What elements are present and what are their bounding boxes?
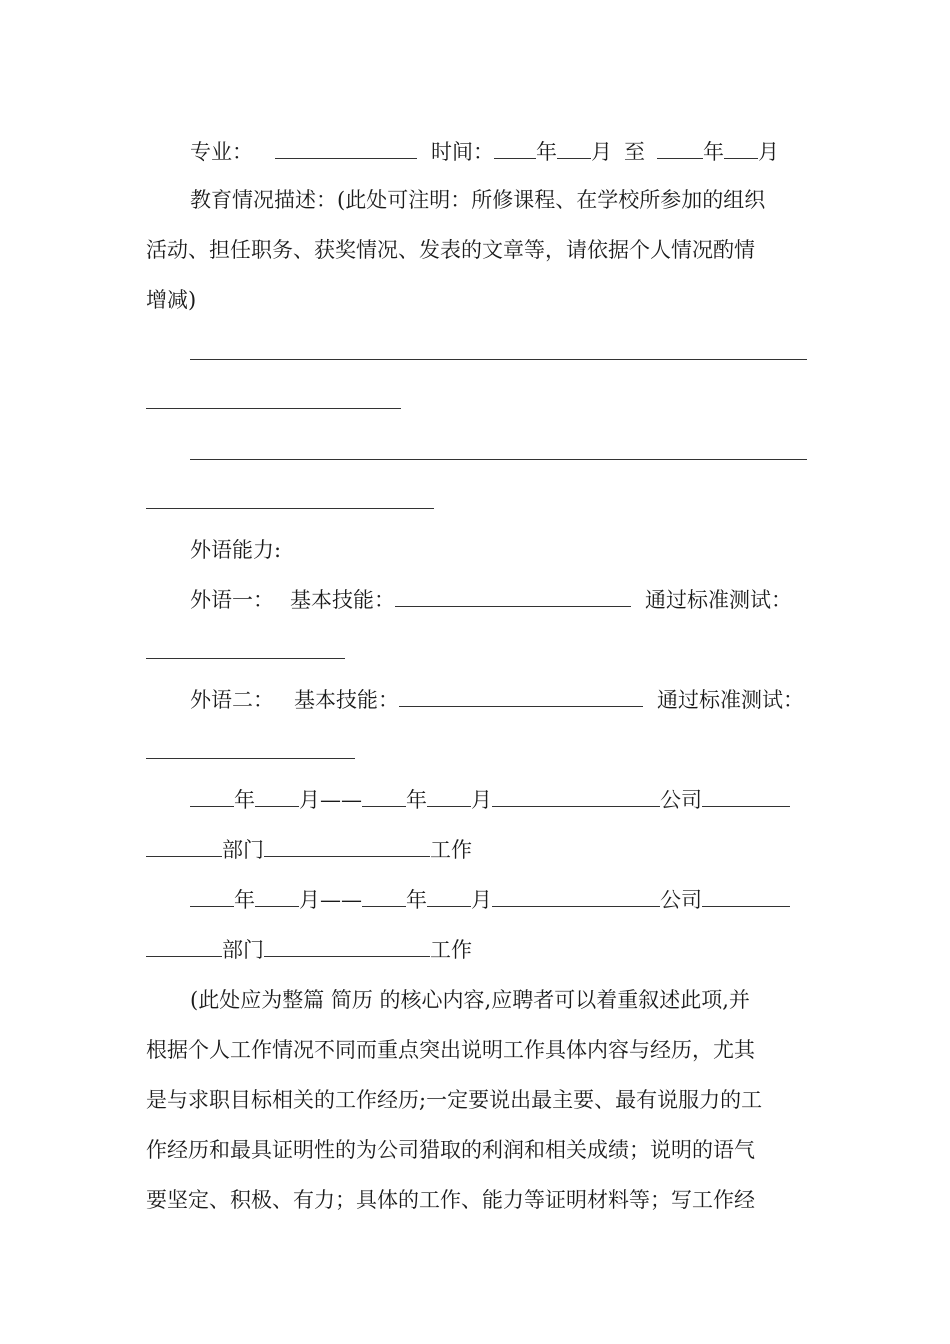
start-month-field[interactable] <box>557 138 591 159</box>
work-1-end-year-label: 年 <box>406 788 427 812</box>
work-2-end-year-label: 年 <box>406 888 427 912</box>
major-time-line <box>190 137 779 167</box>
work-1-dept-field[interactable] <box>146 836 222 857</box>
work-note-line-3: 是与求职目标相关的工作经历;一定要说出最主要、最有说服力的工 <box>146 1088 763 1112</box>
work-2-start-month-field[interactable] <box>255 886 299 907</box>
work-2-company-field[interactable] <box>492 886 660 907</box>
work-1-job-field[interactable] <box>264 836 430 857</box>
language-2-skill-field[interactable] <box>399 686 643 707</box>
work-2-dept-field[interactable] <box>146 936 222 957</box>
work-2-dept-label: 部门 <box>222 938 264 962</box>
work-1-start-month-label: 月 <box>299 788 320 812</box>
to-label: 至 <box>624 140 645 164</box>
work-1-start-year-field[interactable] <box>190 786 234 807</box>
work-entry-1-line-1 <box>190 785 790 815</box>
work-2-job-field[interactable] <box>264 936 430 957</box>
language-2-label: 外语二： <box>190 688 274 712</box>
start-month-label: 月 <box>591 140 612 164</box>
language-1-line <box>190 585 792 615</box>
work-entry-2-line-2 <box>146 935 472 965</box>
work-1-end-month-label: 月 <box>471 788 492 812</box>
start-year-field[interactable] <box>494 138 536 159</box>
language-2-skill-label: 基本技能： <box>294 688 399 712</box>
start-year-label: 年 <box>536 140 557 164</box>
work-1-job-label: 工作 <box>430 838 472 862</box>
desc-blank-rule-1a[interactable] <box>190 359 807 360</box>
language-2-line <box>190 685 804 715</box>
language-1-test-label: 通过标准测试： <box>645 588 792 612</box>
work-1-start-month-field[interactable] <box>255 786 299 807</box>
education-desc-line-1: 教育情况描述：(此处可注明：所修课程、在学校所参加的组织 <box>190 188 766 212</box>
language-2-test-label: 通过标准测试： <box>657 688 804 712</box>
work-2-company-label: 公司 <box>660 888 702 912</box>
work-note-line-2: 根据个人工作情况不同而重点突出说明工作具体内容与经历，尤其 <box>146 1038 755 1062</box>
work-1-start-year-label: 年 <box>234 788 255 812</box>
major-field[interactable] <box>275 138 417 159</box>
language-1-test-field[interactable] <box>146 658 345 659</box>
work-2-end-month-field[interactable] <box>427 886 471 907</box>
desc-blank-rule-1b[interactable] <box>146 408 401 409</box>
language-heading: 外语能力: <box>190 538 282 562</box>
work-entry-1-line-2 <box>146 835 472 865</box>
work-1-extra-field[interactable] <box>702 786 790 807</box>
end-year-field[interactable] <box>657 138 703 159</box>
work-2-extra-field[interactable] <box>702 886 790 907</box>
desc-blank-rule-2b[interactable] <box>146 508 434 509</box>
language-1-skill-field[interactable] <box>395 586 631 607</box>
work-2-start-year-field[interactable] <box>190 886 234 907</box>
time-label: 时间： <box>431 140 494 164</box>
language-2-test-field[interactable] <box>146 758 355 759</box>
work-1-dash: —— <box>320 788 362 812</box>
work-note-line-5: 要坚定、积极、有力；具体的工作、能力等证明材料等；写工作经 <box>146 1188 755 1212</box>
language-1-label: 外语一： <box>190 588 274 612</box>
work-1-company-label: 公司 <box>660 788 702 812</box>
work-note-line-4: 作经历和最具证明性的为公司猎取的利润和相关成绩；说明的语气 <box>146 1138 755 1162</box>
work-2-end-month-label: 月 <box>471 888 492 912</box>
work-1-dept-label: 部门 <box>222 838 264 862</box>
end-month-field[interactable] <box>724 138 758 159</box>
work-1-end-year-field[interactable] <box>362 786 406 807</box>
end-year-label: 年 <box>703 140 724 164</box>
work-2-end-year-field[interactable] <box>362 886 406 907</box>
work-2-start-month-label: 月 <box>299 888 320 912</box>
education-desc-line-2: 活动、担任职务、获奖情况、发表的文章等，请依据个人情况酌情 <box>146 238 755 262</box>
work-1-end-month-field[interactable] <box>427 786 471 807</box>
work-2-dash: —— <box>320 888 362 912</box>
end-month-label: 月 <box>758 140 779 164</box>
language-1-skill-label: 基本技能： <box>290 588 395 612</box>
work-2-job-label: 工作 <box>430 938 472 962</box>
work-1-company-field[interactable] <box>492 786 660 807</box>
work-entry-2-line-1 <box>190 885 790 915</box>
work-2-start-year-label: 年 <box>234 888 255 912</box>
major-label: 专业： <box>190 140 253 164</box>
education-desc-line-3: 增减) <box>146 288 197 312</box>
desc-blank-rule-2a[interactable] <box>190 459 807 460</box>
work-note-line-1: (此处应为整篇 简历 的核心内容,应聘者可以着重叙述此项,并 <box>190 988 750 1012</box>
